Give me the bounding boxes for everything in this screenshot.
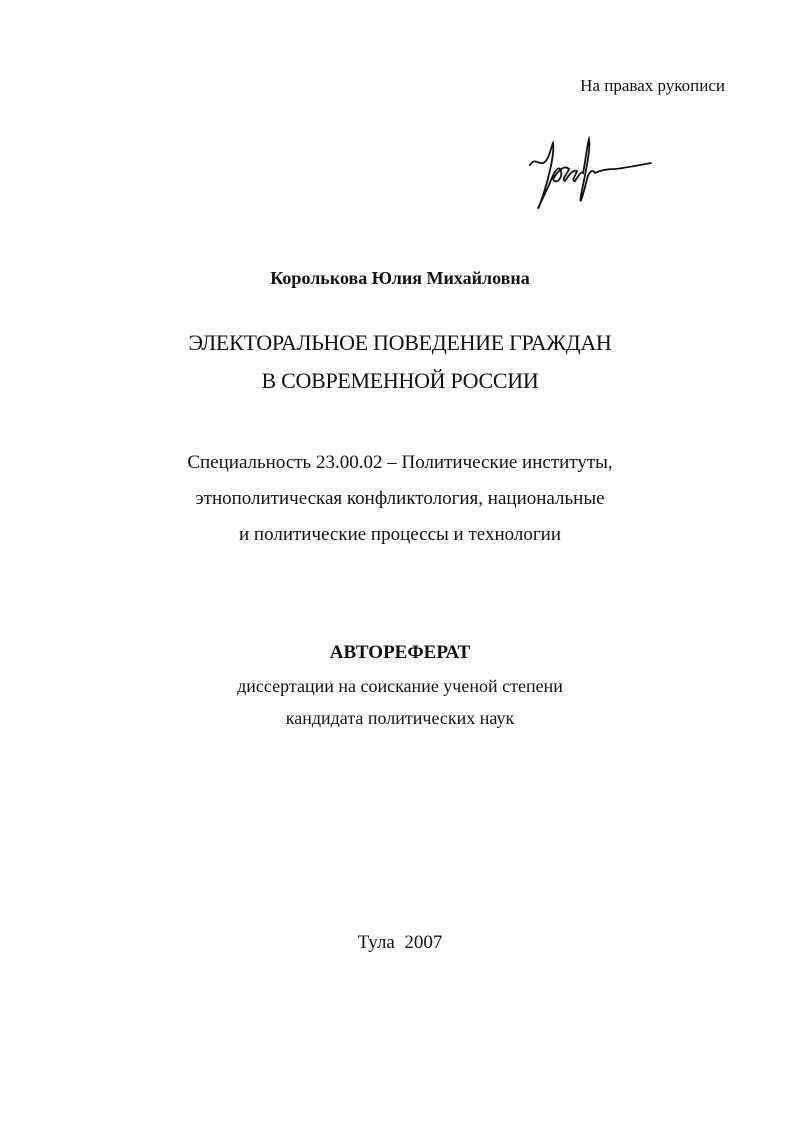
rights-mark: На правах рукописи (580, 76, 725, 95)
specialty-line-2: этнополитическая конфликтология, национальные (195, 488, 605, 509)
degree-line-2: кандидата политических наук (285, 708, 515, 728)
signature-image (525, 135, 655, 215)
thesis-title-line-1: ЭЛЕКТОРАЛЬНОЕ ПОВЕДЕНИЕ ГРАЖДАН (188, 330, 612, 355)
specialty-line-3: и политические процессы и технологии (239, 524, 561, 545)
place-year: Тула 2007 (357, 932, 443, 953)
document-type: АВТОРЕФЕРАТ (329, 642, 471, 663)
degree-line-1: диссертации на соискание ученой степени (237, 676, 563, 696)
specialty-line-1: Специальность 23.00.02 – Политические институты, (187, 452, 613, 473)
author-name: Королькова Юлия Михайловна (270, 268, 530, 288)
thesis-title-line-2: В СОВРЕМЕННОЙ РОССИИ (261, 368, 539, 393)
